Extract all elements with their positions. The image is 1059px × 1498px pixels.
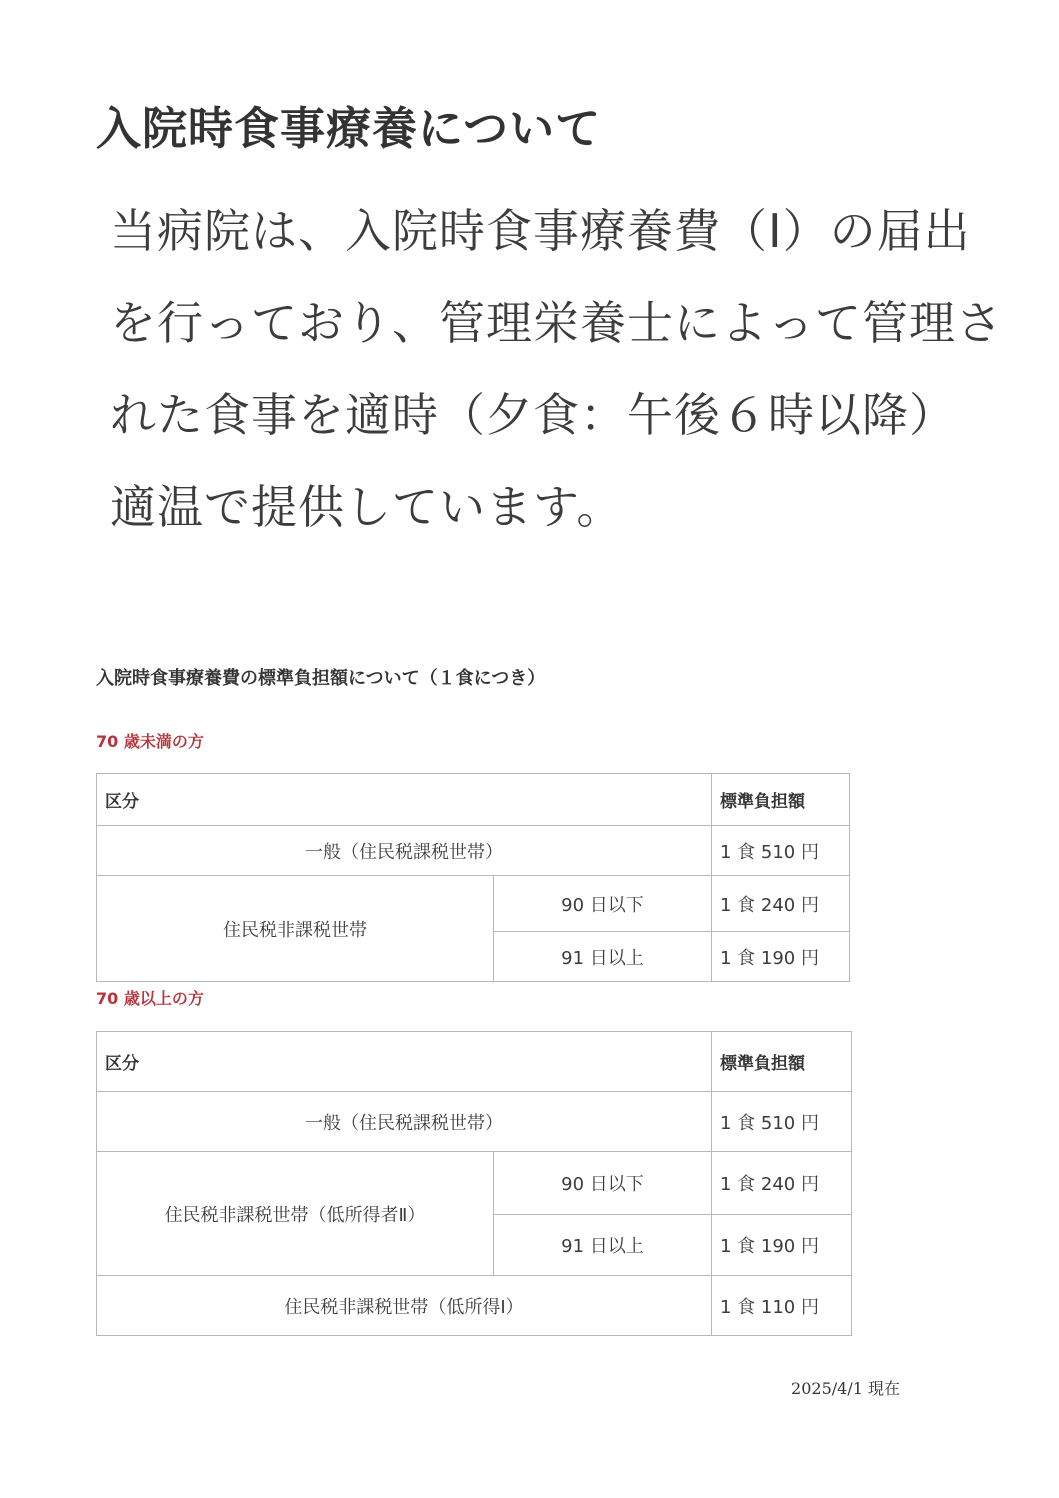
general-amount: 1 食 510 円	[712, 1092, 852, 1152]
days-amount: 1 食 240 円	[712, 876, 850, 932]
under70-label: 70 歳未満の方	[96, 732, 204, 751]
over70-label: 70 歳以上の方	[96, 989, 204, 1008]
days-label: 90 日以下	[494, 876, 712, 932]
days-label: 90 日以下	[494, 1152, 712, 1215]
general-label: 一般（住民税課税世帯）	[97, 1092, 712, 1152]
header-amount: 標準負担額	[712, 774, 850, 826]
table-row	[97, 1152, 852, 1215]
table-row	[97, 1276, 852, 1336]
intro-line: れた食事を適時（夕食：午後６時以降）	[110, 388, 956, 442]
exempt-label: 住民税非課税世帯	[97, 876, 494, 982]
exempt1-label: 住民税非課税世帯（低所得Ⅰ）	[97, 1276, 712, 1336]
table-row	[97, 1092, 852, 1152]
general-amount: 1 食 510 円	[712, 826, 850, 876]
exempt1-amount: 1 食 110 円	[712, 1276, 852, 1336]
days-label: 91 日以上	[494, 932, 712, 982]
intro-line: 当病院は、入院時食事療養費（Ⅰ）の届出	[110, 204, 971, 258]
table-row	[97, 876, 850, 932]
days-amount: 1 食 190 円	[712, 932, 850, 982]
intro-line: 適温で提供しています。	[110, 480, 624, 534]
page-title: 入院時食事療養について	[96, 102, 602, 155]
days-amount: 1 食 190 円	[712, 1215, 852, 1276]
header-amount: 標準負担額	[712, 1032, 852, 1092]
header-category: 区分	[97, 1032, 712, 1092]
exempt2-label: 住民税非課税世帯（低所得者Ⅱ）	[97, 1152, 494, 1276]
table-header-row	[97, 1032, 852, 1092]
section-heading: 入院時食事療養費の標準負担額について（１食につき）	[96, 668, 546, 689]
intro-line: を行っており、管理栄養士によって管理さ	[110, 296, 1003, 350]
intro-paragraph	[110, 192, 1010, 560]
general-label: 一般（住民税課税世帯）	[97, 826, 712, 876]
days-label: 91 日以上	[494, 1215, 712, 1276]
header-category: 区分	[97, 774, 712, 826]
table-header-row	[97, 774, 850, 826]
days-amount: 1 食 240 円	[712, 1152, 852, 1215]
as-of-date: 2025/4/1 現在	[791, 1379, 900, 1398]
under70-table	[96, 773, 850, 982]
table-row	[97, 826, 850, 876]
over70-table	[96, 1031, 852, 1336]
